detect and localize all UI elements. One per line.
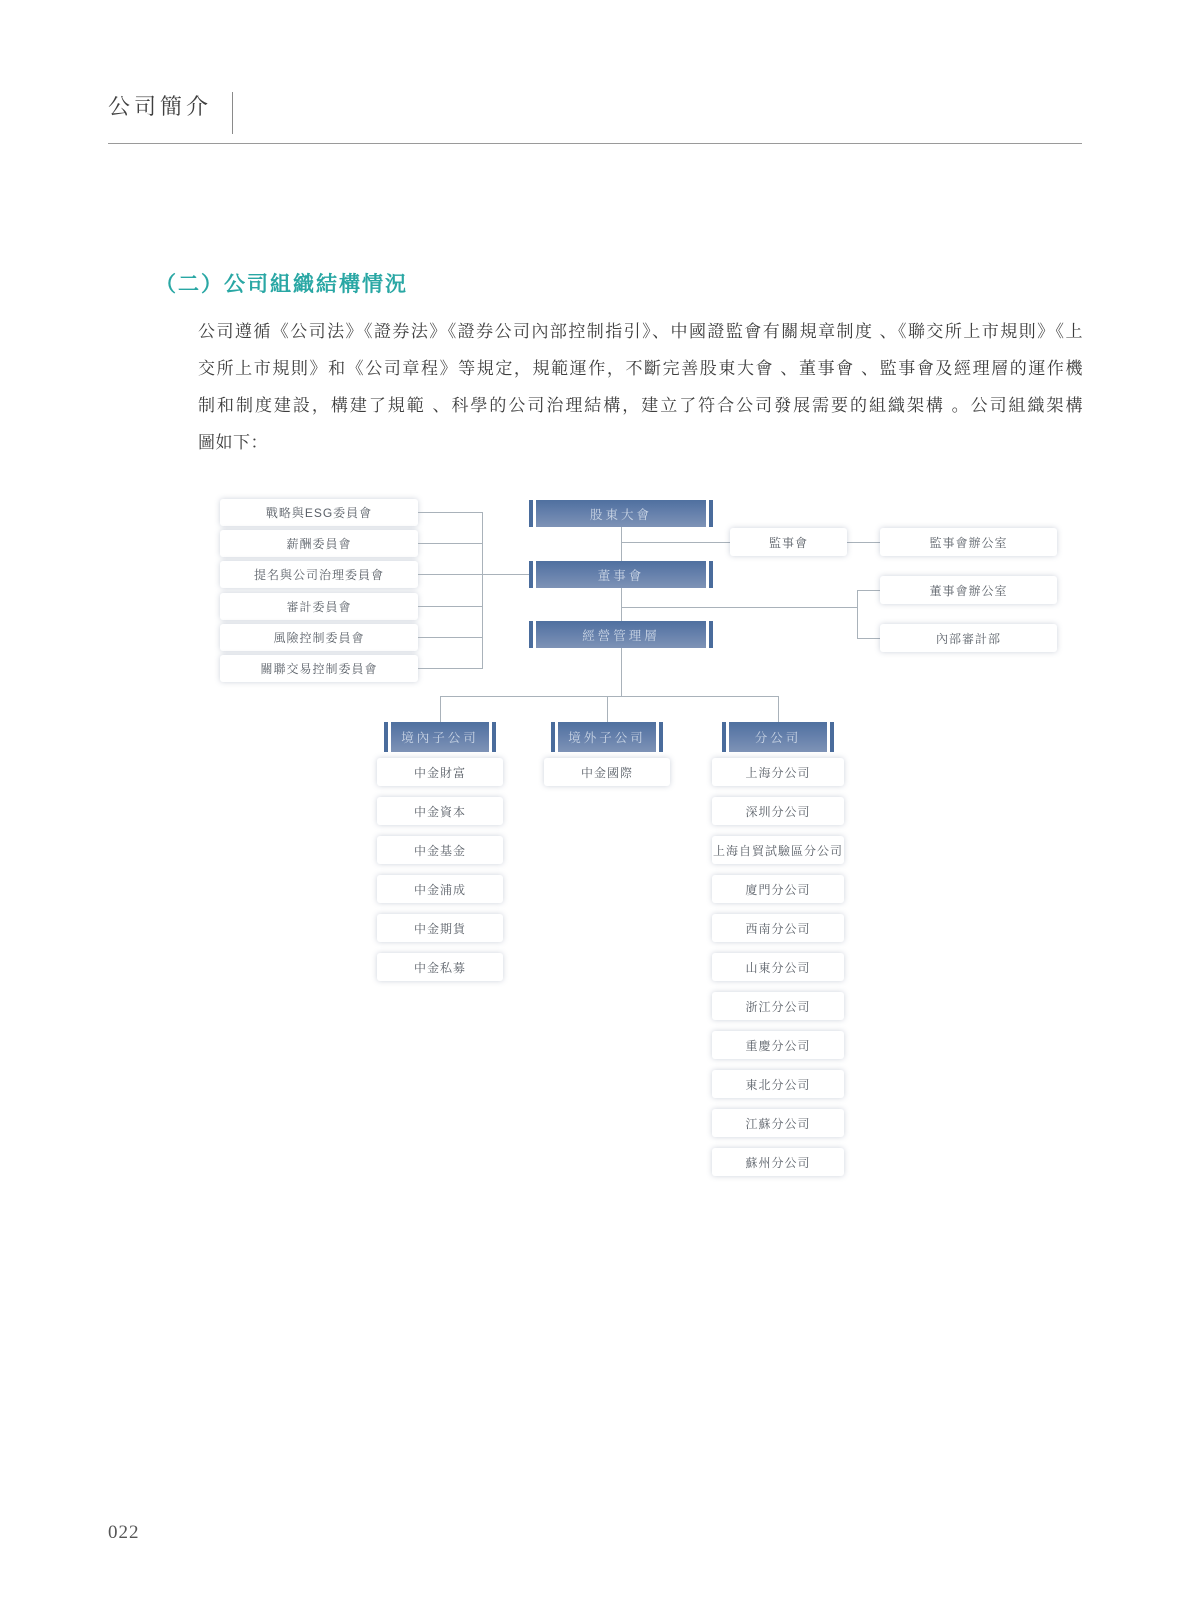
connector-line bbox=[418, 637, 482, 638]
org-node-branch: 浙江分公司 bbox=[712, 992, 844, 1020]
section-heading: （二）公司組織結構情況 bbox=[155, 273, 408, 296]
accent-bar bbox=[722, 722, 726, 752]
org-node-branch: 江蘇分公司 bbox=[712, 1109, 844, 1137]
org-node-board-of-directors bbox=[529, 561, 713, 588]
connector-line bbox=[418, 543, 482, 544]
accent-bar bbox=[830, 722, 834, 752]
connector-line bbox=[621, 607, 857, 608]
connector-line bbox=[857, 590, 858, 638]
org-node-label: 分公司 bbox=[729, 722, 827, 752]
paragraph-line: 制和制度建設，構建了規範 、科學的公司治理結構，建立了符合公司發展需要的組織架構 。公司組織架構 bbox=[198, 396, 1083, 415]
org-node-subsidiary: 中金國際 bbox=[544, 758, 670, 786]
connector-line bbox=[482, 574, 529, 575]
org-node-risk-control-committee: 風險控制委員會 bbox=[220, 624, 418, 651]
org-node-subsidiary: 中金資本 bbox=[377, 797, 503, 825]
org-node-audit-committee: 審計委員會 bbox=[220, 593, 418, 620]
accent-bar bbox=[529, 621, 533, 648]
connector-line bbox=[418, 668, 482, 669]
paragraph-line: 交所上市規則》和《公司章程》等規定，規範運作，不斷完善股東大會 、董事會 、監事會及經理層的運作機 bbox=[198, 359, 1083, 378]
page-number: 022 bbox=[108, 1522, 140, 1543]
org-node-supervisory-committee-office: 監事會辦公室 bbox=[880, 528, 1057, 556]
org-node-subsidiary: 中金財富 bbox=[377, 758, 503, 786]
org-node-nomination-governance-committee: 提名與公司治理委員會 bbox=[220, 561, 418, 588]
accent-bar bbox=[709, 561, 713, 588]
connector-line bbox=[857, 638, 880, 639]
accent-bar bbox=[709, 500, 713, 527]
org-node-label: 經營管理層 bbox=[536, 621, 706, 648]
org-node-branch: 重慶分公司 bbox=[712, 1031, 844, 1059]
org-node-shareholders-meeting bbox=[529, 500, 713, 527]
connector-line bbox=[621, 588, 622, 621]
org-node-branch: 深圳分公司 bbox=[712, 797, 844, 825]
accent-bar bbox=[529, 500, 533, 527]
org-node-overseas-subsidiaries bbox=[551, 722, 663, 752]
org-node-branch: 東北分公司 bbox=[712, 1070, 844, 1098]
org-node-domestic-subsidiaries bbox=[384, 722, 496, 752]
accent-bar bbox=[659, 722, 663, 752]
org-node-remuneration-committee: 薪酬委員會 bbox=[220, 530, 418, 557]
accent-bar bbox=[492, 722, 496, 752]
paragraph-line: 公司遵循《公司法》《證券法》《證券公司內部控制指引》、中國證監會有關規章制度 、《聯交所上市規則》《上 bbox=[198, 322, 1083, 341]
org-node-internal-audit-dept: 內部審計部 bbox=[880, 624, 1057, 652]
accent-bar bbox=[529, 561, 533, 588]
connector-line bbox=[621, 542, 730, 543]
connector-line bbox=[621, 527, 622, 561]
connector-line bbox=[857, 590, 880, 591]
body-paragraph bbox=[198, 313, 1083, 461]
org-node-supervisory-committee: 監事會 bbox=[730, 528, 847, 556]
org-node-subsidiary: 中金私募 bbox=[377, 953, 503, 981]
paragraph-line: 圖如下： bbox=[198, 433, 268, 452]
org-node-subsidiary: 中金基金 bbox=[377, 836, 503, 864]
header-divider-vertical bbox=[232, 92, 233, 134]
connector-line bbox=[440, 696, 778, 697]
page-header-title: 公司簡介 bbox=[108, 94, 213, 119]
org-node-related-transactions-committee: 關聯交易控制委員會 bbox=[220, 655, 418, 682]
header-divider-horizontal bbox=[108, 143, 1082, 144]
accent-bar bbox=[709, 621, 713, 648]
connector-line bbox=[482, 512, 483, 669]
connector-line bbox=[621, 648, 622, 696]
connector-line bbox=[607, 696, 608, 722]
connector-line bbox=[418, 512, 482, 513]
org-node-label: 董事會 bbox=[536, 561, 706, 588]
org-node-board-office: 董事會辦公室 bbox=[880, 576, 1057, 604]
connector-line bbox=[847, 542, 880, 543]
connector-line bbox=[418, 606, 482, 607]
org-node-branch: 廈門分公司 bbox=[712, 875, 844, 903]
org-node-branch: 上海自貿試驗區分公司 bbox=[712, 836, 844, 864]
accent-bar bbox=[384, 722, 388, 752]
org-node-branch: 蘇州分公司 bbox=[712, 1148, 844, 1176]
connector-line bbox=[440, 696, 441, 722]
org-node-label: 股東大會 bbox=[536, 500, 706, 527]
org-node-branch: 山東分公司 bbox=[712, 953, 844, 981]
accent-bar bbox=[551, 722, 555, 752]
org-node-label: 境外子公司 bbox=[558, 722, 656, 752]
org-node-label: 境內子公司 bbox=[391, 722, 489, 752]
org-node-strategy-esg-committee: 戰略與ESG委員會 bbox=[220, 499, 418, 526]
org-node-subsidiary: 中金期貨 bbox=[377, 914, 503, 942]
org-node-branch: 西南分公司 bbox=[712, 914, 844, 942]
org-node-branches bbox=[722, 722, 834, 752]
connector-line bbox=[418, 574, 482, 575]
org-node-branch: 上海分公司 bbox=[712, 758, 844, 786]
org-node-subsidiary: 中金浦成 bbox=[377, 875, 503, 903]
org-node-management bbox=[529, 621, 713, 648]
connector-line bbox=[778, 696, 779, 722]
